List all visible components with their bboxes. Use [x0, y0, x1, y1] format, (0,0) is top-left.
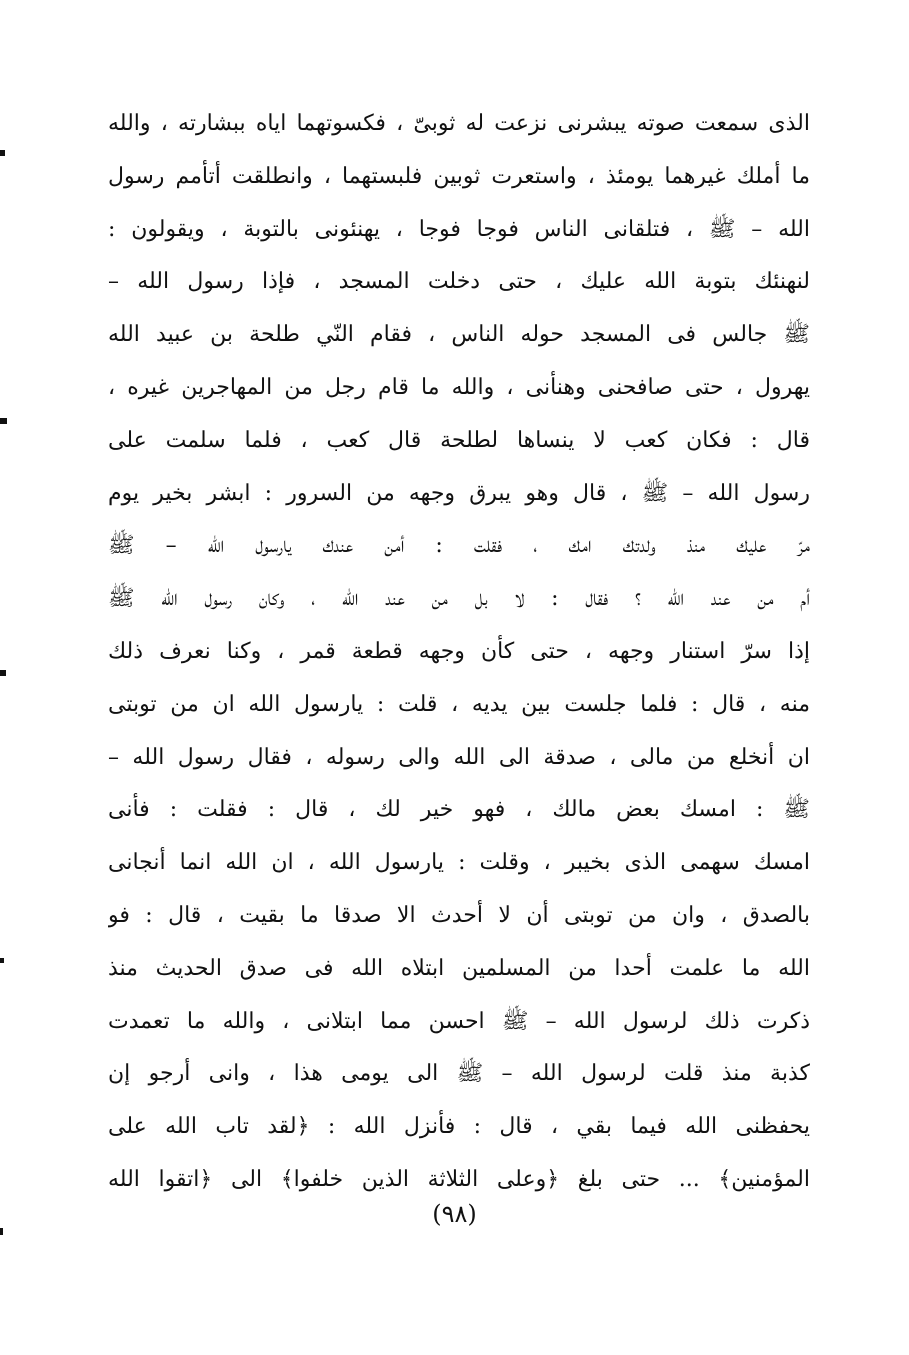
text-line: المؤمنين﴾ ... حتى بلغ ﴿وعلى الثلاثة الذين خلفوا﴾ الى ﴿اتقوا الله [108, 1166, 810, 1192]
text-line: كذبة منذ قلت لرسول الله – ﷺ الى يومى هذا ، وانى أرجو إن [108, 1061, 810, 1087]
text-line: بالصدق ، وان من توبتى أن لا أحدث الا صدقا ما بقيت ، قال : فو [108, 902, 810, 928]
text-line: إذا سرّ استنار وجهه ، حتى كأن وجهه قطعة قمر ، وكنا نعرف ذلك [108, 638, 810, 664]
scan-edge-mark [0, 418, 7, 424]
text-line: قال : فكان كعب لا ينساها لطلحة قال كعب ، فلما سلمت على [108, 427, 810, 453]
text-line: الله ما علمت أحدا من المسلمين ابتلاه الله فى صدق الحديث منذ [108, 955, 810, 981]
scan-edge-mark [0, 1228, 3, 1235]
text-line: منه ، قال : فلما جلست بين يديه ، قلت : يارسول الله ان من توبتى [108, 691, 810, 717]
text-line: الله – ﷺ ، فتلقانى الناس فوجا فوجا ، يهنئونى بالتوبة ، ويقولون : [108, 216, 810, 242]
text-line: ﷺ : امسك بعض مالك ، فهو خير لك ، قال : فقلت : فأنى [108, 797, 810, 823]
text-line: الذى سمعت صوته يبشرنى نزعت له ثوبىّ ، فكسوتهما اياه ببشارته ، والله [108, 111, 810, 136]
scan-edge-mark [0, 150, 5, 156]
text-line: أم من عند اللّه ؟ فقال : لا بل من عند اللّه ، وكان رسول اللّه ﷺ [108, 586, 810, 612]
scan-edge-mark [0, 958, 4, 963]
page-number: (٩٨) [432, 1200, 477, 1228]
text-line: امسك سهمى الذى بخيبر ، وقلت : يارسول الله ، ان الله انما أنجانى [108, 850, 810, 876]
text-line: يحفظنى الله فيما بقي ، قال : فأنزل الله : ﴿لقد تاب الله على [108, 1114, 810, 1140]
text-line: ان أنخلع من مالى ، صدقة الى الله والى رسوله ، فقال رسول الله – [108, 744, 810, 770]
text-line: ذكرت ذلك لرسول الله – ﷺ احسن مما ابتلانى ، والله ما تعمدت [108, 1008, 810, 1034]
scan-edge-mark [0, 670, 6, 676]
text-line: يهرول ، حتى صافحنى وهنأنى ، والله ما قام رجل من المهاجرين غيره ، [108, 374, 810, 400]
text-line: ما أملك غيرهما يومئذ ، واستعرت ثوبين فلبستهما ، وانطلقت أتأمم رسول [108, 163, 810, 189]
text-line: ﷺ جالس فى المسجد حوله الناس ، فقام النّي طلحة بن عبيد الله [108, 322, 810, 348]
text-line: مرّ عليك منذ ولدتك امك ، فقلت : أمن عندك يارسول الله – ﷺ [108, 533, 810, 559]
text-line: لنهنئك بتوبة الله عليك ، حتى دخلت المسجد ، فإذا رسول الله – [108, 269, 810, 295]
text-line: رسول الله – ﷺ ، قال وهو يبرق وجهه من السرور : ابشر بخير يوم [108, 480, 810, 506]
body-text [108, 98, 810, 1207]
